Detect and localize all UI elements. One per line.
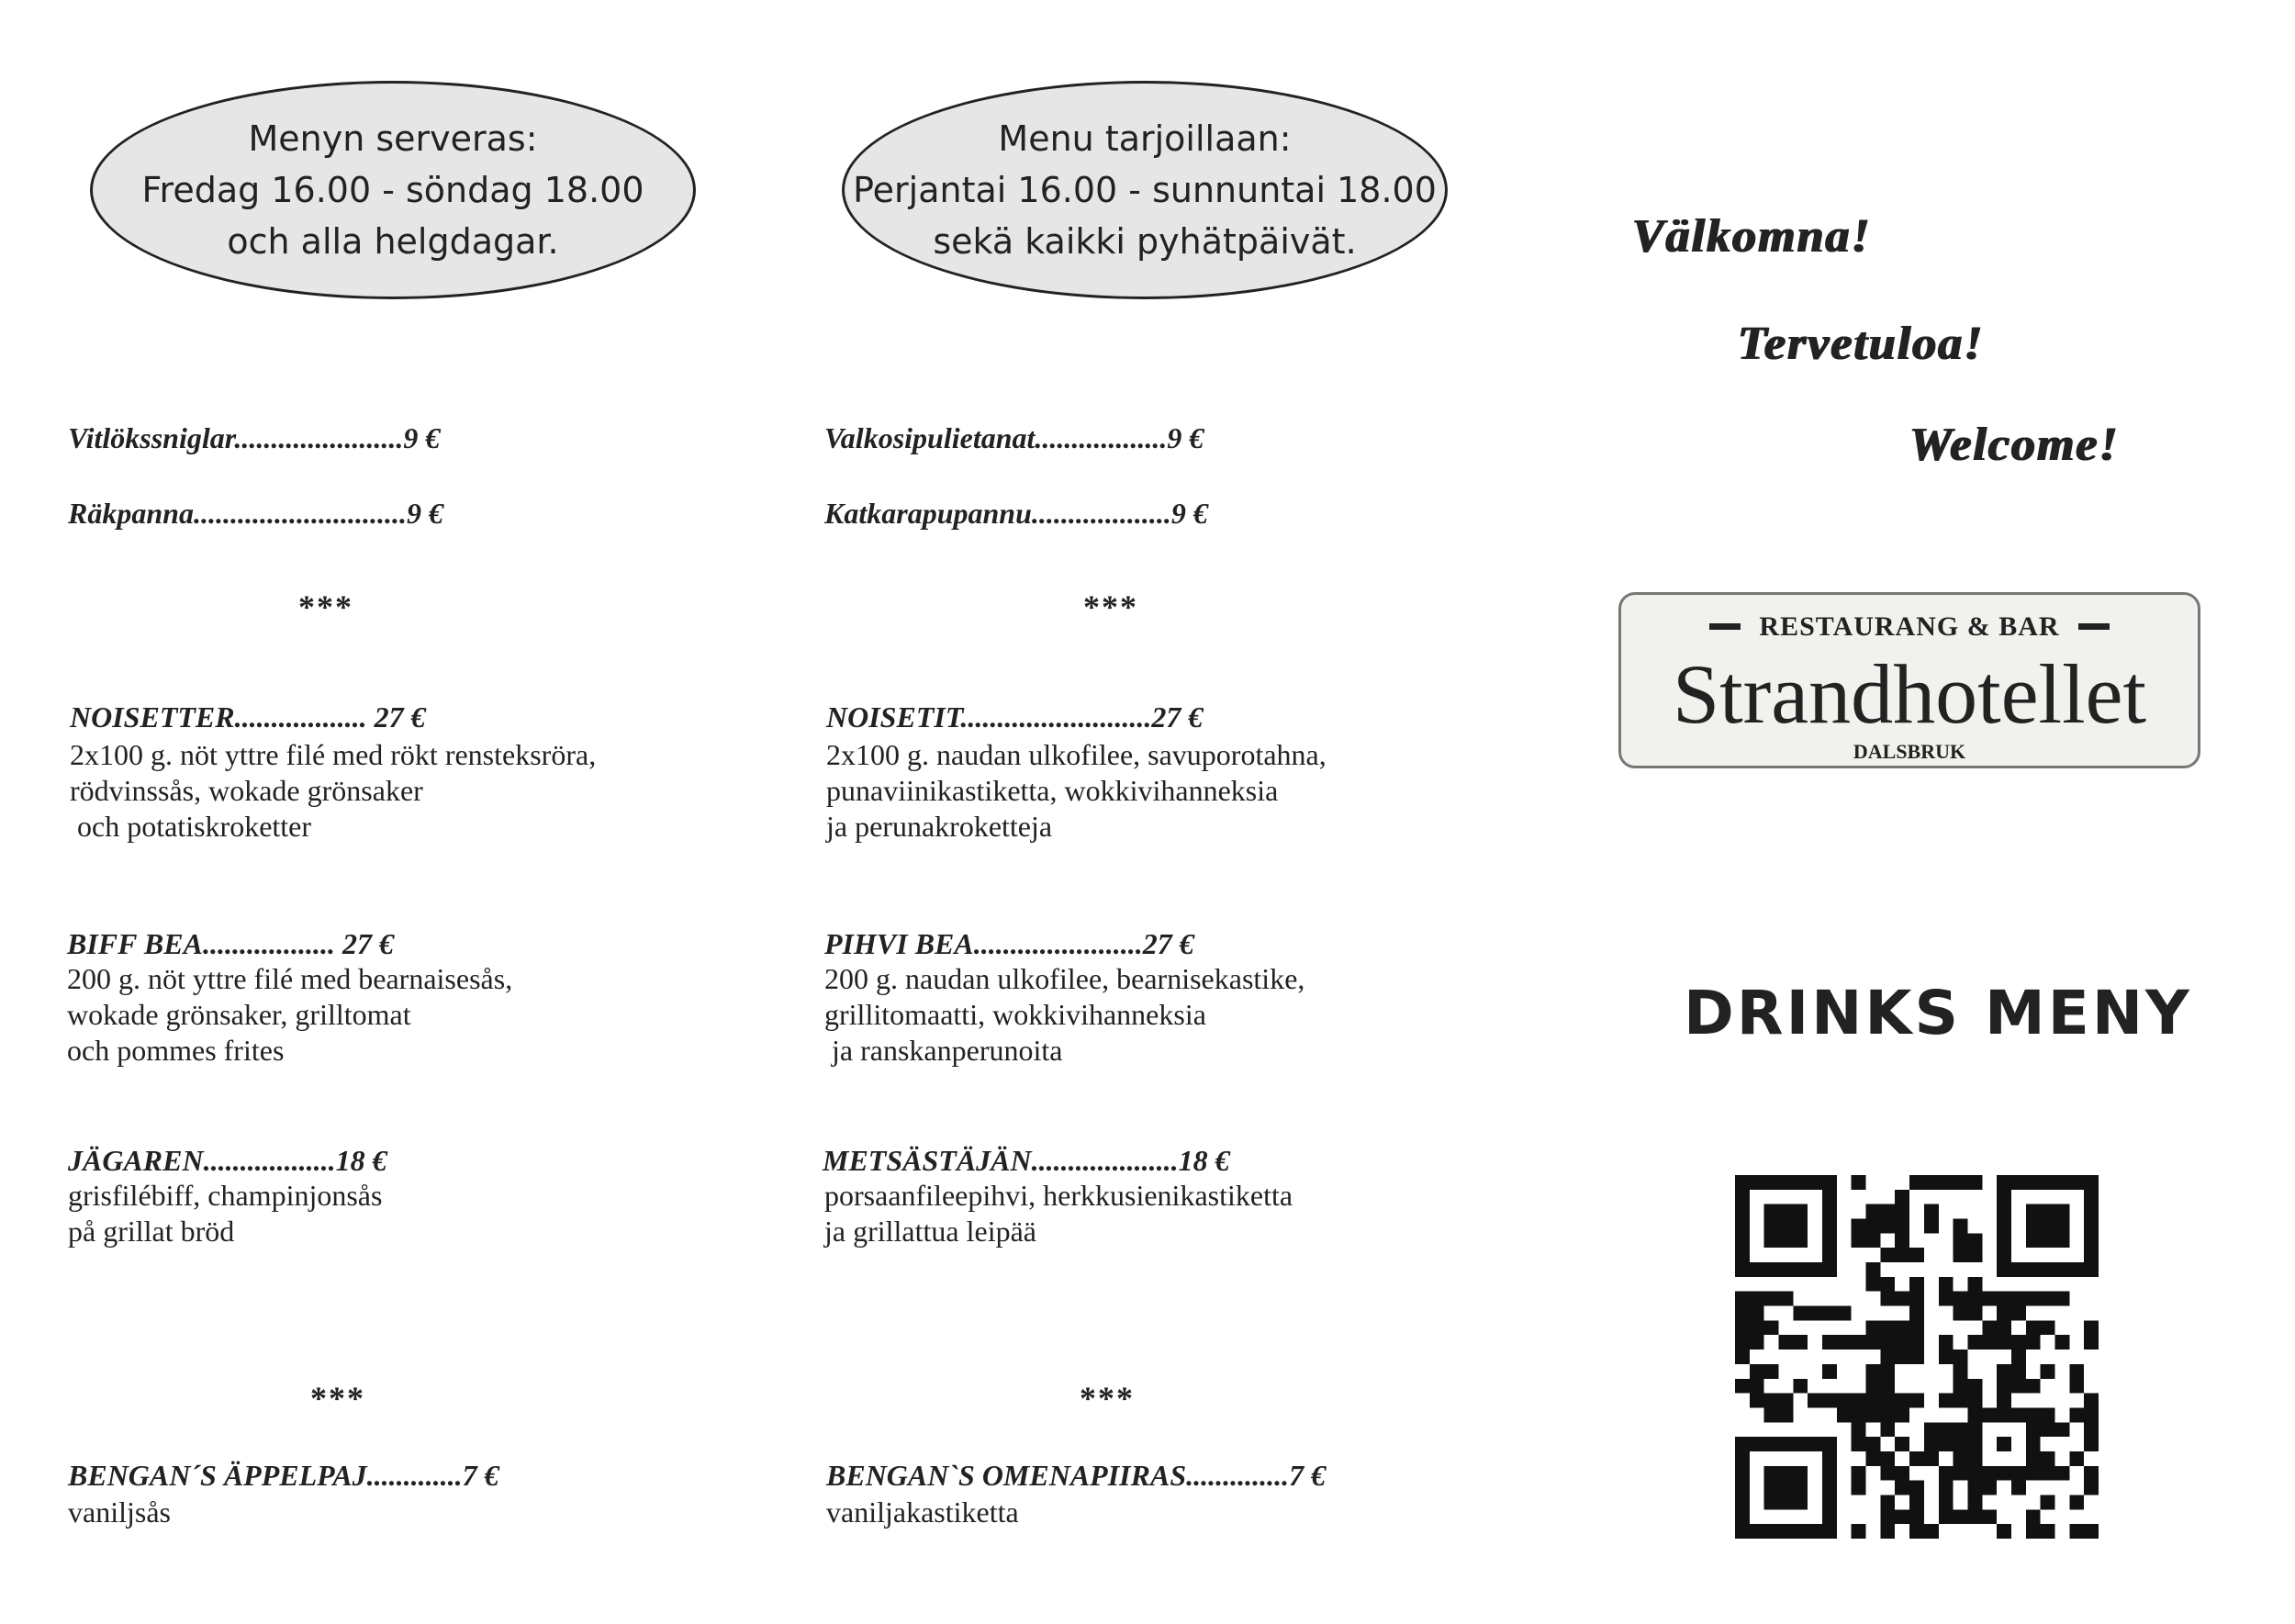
desc-line: och pommes frites xyxy=(67,1034,285,1067)
desc-line: 2x100 g. naudan ulkofilee, savuporotahna, xyxy=(826,738,1327,771)
dish-description xyxy=(67,961,512,1069)
starter-item: Vitlökssniglar.......................9 € xyxy=(68,421,441,454)
section-divider: *** xyxy=(1083,588,1138,625)
serving-line3: sekä kaikki pyhätpäivät. xyxy=(933,221,1357,262)
desc-line: och potatiskroketter xyxy=(70,810,312,843)
desc-line: porsaanfileepihvi, herkkusienikastiketta xyxy=(824,1179,1293,1212)
drinks-menu-title: DRINKS MENY xyxy=(1684,978,2192,1048)
dessert-description: vaniljsås xyxy=(68,1495,171,1529)
dish-title: JÄGAREN..................18 € xyxy=(68,1144,387,1177)
starter-item: Räkpanna.............................9 € xyxy=(68,497,443,530)
dish-description xyxy=(70,737,596,845)
desc-line: ja grillattua leipää xyxy=(824,1215,1036,1248)
desc-line: wokade grönsaker, grilltomat xyxy=(67,998,411,1031)
dish-description xyxy=(826,737,1327,845)
dish-title: METSÄSTÄJÄN....................18 € xyxy=(823,1144,1230,1177)
desc-line: ja perunakroketteja xyxy=(826,810,1053,843)
restaurant-logo xyxy=(1618,592,2200,768)
qr-code-icon[interactable] xyxy=(1735,1175,2099,1539)
desc-line: ja ranskanperunoita xyxy=(824,1034,1063,1067)
greeting-swedish: Välkomna! xyxy=(1632,210,1872,263)
starter-item: Valkosipulietanat..................9 € xyxy=(824,421,1204,454)
desc-line: 200 g. naudan ulkofilee, bearnisekastike, xyxy=(824,962,1305,995)
logo-tagline: RESTAURANG & BAR xyxy=(1621,611,2198,643)
section-divider: *** xyxy=(298,588,353,625)
dish-title: BIFF BEA.................. 27 € xyxy=(67,927,394,960)
desc-line: rödvinssås, wokade grönsaker xyxy=(70,774,423,807)
desc-line: grillitomaatti, wokkivihanneksia xyxy=(824,998,1206,1031)
desc-line: 2x100 g. nöt yttre filé med rökt rensteksröra, xyxy=(70,738,597,771)
serving-line3: och alla helgdagar. xyxy=(227,221,559,262)
dish-description xyxy=(824,1178,1293,1249)
dessert-description: vaniljakastiketta xyxy=(826,1495,1019,1529)
dish-title: PIHVI BEA.......................27 € xyxy=(824,927,1194,960)
desc-line: punaviinikastiketta, wokkivihanneksia xyxy=(826,774,1279,807)
serving-hours-fi xyxy=(842,81,1448,299)
logo-name: Strandhotellet xyxy=(1672,647,2147,741)
logo-location: DALSBRUK xyxy=(1853,740,1966,763)
serving-line2: Fredag 16.00 - söndag 18.00 xyxy=(141,170,644,210)
section-divider: *** xyxy=(310,1380,365,1417)
dessert-title: BENGAN`S OMENAPIIRAS..............7 € xyxy=(826,1459,1327,1492)
desc-line: på grillat bröd xyxy=(68,1215,235,1248)
desc-line: 200 g. nöt yttre filé med bearnaisesås, xyxy=(67,962,513,995)
dish-description xyxy=(68,1178,382,1249)
serving-line2: Perjantai 16.00 - sunnuntai 18.00 xyxy=(853,170,1437,210)
greeting-finnish: Tervetuloa! xyxy=(1738,318,1985,370)
serving-line1: Menu tarjoillaan: xyxy=(998,118,1292,159)
dessert-title: BENGAN´S ÄPPELPAJ.............7 € xyxy=(68,1459,499,1492)
dish-title: NOISETIT..........................27 € xyxy=(826,700,1203,734)
desc-line: grisfilébiff, champinjonsås xyxy=(68,1179,383,1212)
section-divider: *** xyxy=(1080,1380,1135,1417)
greeting-english: Welcome! xyxy=(1909,419,2120,471)
starter-item: Katkarapupannu...................9 € xyxy=(824,497,1208,530)
serving-line1: Menyn serveras: xyxy=(248,118,538,159)
dish-title: NOISETTER.................. 27 € xyxy=(70,700,426,734)
dish-description xyxy=(824,961,1304,1069)
serving-hours-sv xyxy=(90,81,696,299)
